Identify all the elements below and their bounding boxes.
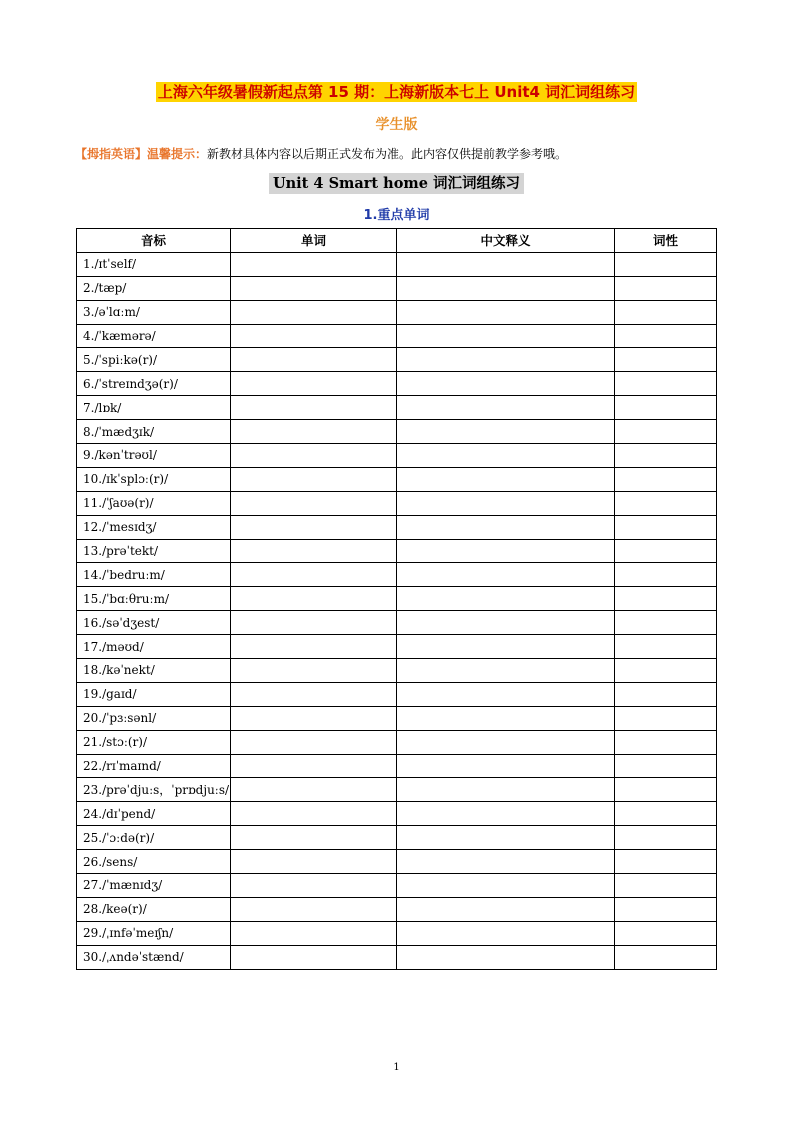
phonetic-cell: 8./ˈmædʒɪk/ <box>77 420 231 444</box>
document-subtitle: 学生版 <box>375 117 418 133</box>
word-answer-cell[interactable] <box>231 396 397 420</box>
part-of-speech-answer-cell[interactable] <box>615 563 717 587</box>
meaning-answer-cell[interactable] <box>397 754 615 778</box>
part-of-speech-answer-cell[interactable] <box>615 778 717 802</box>
word-answer-cell[interactable] <box>231 945 397 969</box>
header-phonetic: 音标 <box>77 229 231 253</box>
part-of-speech-answer-cell[interactable] <box>615 300 717 324</box>
meaning-answer-cell[interactable] <box>397 897 615 921</box>
meaning-answer-cell[interactable] <box>397 324 615 348</box>
meaning-answer-cell[interactable] <box>397 515 615 539</box>
part-of-speech-answer-cell[interactable] <box>615 372 717 396</box>
word-answer-cell[interactable] <box>231 611 397 635</box>
meaning-answer-cell[interactable] <box>397 945 615 969</box>
part-of-speech-answer-cell[interactable] <box>615 348 717 372</box>
phonetic-cell: 5./ˈspiːkə(r)/ <box>77 348 231 372</box>
phonetic-cell: 28./keə(r)/ <box>77 897 231 921</box>
part-of-speech-answer-cell[interactable] <box>615 276 717 300</box>
word-answer-cell[interactable] <box>231 826 397 850</box>
part-of-speech-answer-cell[interactable] <box>615 444 717 468</box>
table-row <box>77 539 717 563</box>
table-row <box>77 396 717 420</box>
document-title-text: 上海六年级暑假新起点第 15 期：上海新版本七上 Unit4 词汇词组练习 <box>157 83 636 101</box>
phonetic-cell: 23./prəˈdjuːs，ˈprɒdjuːs/ <box>77 778 231 802</box>
meaning-answer-cell[interactable] <box>397 396 615 420</box>
meaning-answer-cell[interactable] <box>397 587 615 611</box>
part-of-speech-answer-cell[interactable] <box>615 921 717 945</box>
phonetic-cell: 25./ˈɔːdə(r)/ <box>77 826 231 850</box>
phonetic-cell: 26./sens/ <box>77 850 231 874</box>
table-row <box>77 850 717 874</box>
word-answer-cell[interactable] <box>231 420 397 444</box>
table-row <box>77 276 717 300</box>
word-answer-cell[interactable] <box>231 539 397 563</box>
phonetic-cell: 14./ˈbedruːm/ <box>77 563 231 587</box>
phonetic-cell: 12./ˈmesɪdʒ/ <box>77 515 231 539</box>
word-answer-cell[interactable] <box>231 754 397 778</box>
part-of-speech-answer-cell[interactable] <box>615 587 717 611</box>
section-subheading: 1.重点单词 <box>363 208 430 223</box>
phonetic-cell: 21./stɔː(r)/ <box>77 730 231 754</box>
phonetic-cell: 24./dɪˈpend/ <box>77 802 231 826</box>
phonetic-cell: 16./səˈdʒest/ <box>77 611 231 635</box>
meaning-answer-cell[interactable] <box>397 300 615 324</box>
part-of-speech-answer-cell[interactable] <box>615 420 717 444</box>
word-answer-cell[interactable] <box>231 921 397 945</box>
table-row <box>77 802 717 826</box>
table-row <box>77 945 717 969</box>
table-row <box>77 754 717 778</box>
page-number: 1 <box>393 1062 400 1073</box>
header-word: 单词 <box>231 229 397 253</box>
part-of-speech-answer-cell[interactable] <box>615 826 717 850</box>
meaning-answer-cell[interactable] <box>397 635 615 659</box>
word-answer-cell[interactable] <box>231 276 397 300</box>
word-answer-cell[interactable] <box>231 897 397 921</box>
meaning-answer-cell[interactable] <box>397 826 615 850</box>
word-answer-cell[interactable] <box>231 467 397 491</box>
part-of-speech-answer-cell[interactable] <box>615 635 717 659</box>
word-answer-cell[interactable] <box>231 444 397 468</box>
part-of-speech-answer-cell[interactable] <box>615 515 717 539</box>
phonetic-cell: 2./tæp/ <box>77 276 231 300</box>
table-row <box>77 324 717 348</box>
table-row <box>77 300 717 324</box>
header-part-of-speech: 词性 <box>615 229 717 253</box>
meaning-answer-cell[interactable] <box>397 802 615 826</box>
meaning-answer-cell[interactable] <box>397 659 615 683</box>
table-row <box>77 491 717 515</box>
word-answer-cell[interactable] <box>231 850 397 874</box>
part-of-speech-answer-cell[interactable] <box>615 396 717 420</box>
word-answer-cell[interactable] <box>231 635 397 659</box>
table-row <box>77 706 717 730</box>
table-row <box>77 563 717 587</box>
meaning-answer-cell[interactable] <box>397 850 615 874</box>
word-answer-cell[interactable] <box>231 730 397 754</box>
word-answer-cell[interactable] <box>231 587 397 611</box>
phonetic-cell: 27./ˈmænɪdʒ/ <box>77 874 231 898</box>
phonetic-cell: 17./məʊd/ <box>77 635 231 659</box>
meaning-answer-cell[interactable] <box>397 491 615 515</box>
meaning-answer-cell[interactable] <box>397 706 615 730</box>
word-answer-cell[interactable] <box>231 706 397 730</box>
part-of-speech-answer-cell[interactable] <box>615 730 717 754</box>
meaning-answer-cell[interactable] <box>397 563 615 587</box>
tip-brand: 【拇指英语】 <box>75 147 148 161</box>
word-answer-cell[interactable] <box>231 515 397 539</box>
meaning-answer-cell[interactable] <box>397 252 615 276</box>
part-of-speech-answer-cell[interactable] <box>615 252 717 276</box>
phonetic-cell: 9./kənˈtrəʊl/ <box>77 444 231 468</box>
table-row <box>77 778 717 802</box>
phonetic-cell: 6./ˈstreɪndʒə(r)/ <box>77 372 231 396</box>
tip-text: 新教材具体内容以后期正式发布为准。此内容仅供提前教学参考哦。 <box>207 147 568 161</box>
word-answer-cell[interactable] <box>231 324 397 348</box>
word-answer-cell[interactable] <box>231 563 397 587</box>
table-row <box>77 587 717 611</box>
table-row <box>77 826 717 850</box>
part-of-speech-answer-cell[interactable] <box>615 850 717 874</box>
document-title <box>0 81 793 102</box>
word-answer-cell[interactable] <box>231 778 397 802</box>
word-answer-cell[interactable] <box>231 372 397 396</box>
section-title <box>0 172 793 193</box>
table-row <box>77 921 717 945</box>
phonetic-cell: 20./ˈpɜːsənl/ <box>77 706 231 730</box>
part-of-speech-answer-cell[interactable] <box>615 467 717 491</box>
meaning-answer-cell[interactable] <box>397 778 615 802</box>
word-answer-cell[interactable] <box>231 300 397 324</box>
phonetic-cell: 22./rɪˈmaɪnd/ <box>77 754 231 778</box>
phonetic-cell: 29./ˌɪnfəˈmeɪʃn/ <box>77 921 231 945</box>
phonetic-cell: 15./ˈbɑːθruːm/ <box>77 587 231 611</box>
phonetic-cell: 19./gaɪd/ <box>77 682 231 706</box>
part-of-speech-answer-cell[interactable] <box>615 324 717 348</box>
part-of-speech-answer-cell[interactable] <box>615 874 717 898</box>
meaning-answer-cell[interactable] <box>397 420 615 444</box>
phonetic-cell: 18./kəˈnekt/ <box>77 659 231 683</box>
meaning-answer-cell[interactable] <box>397 539 615 563</box>
header-meaning: 中文释义 <box>397 229 615 253</box>
meaning-answer-cell[interactable] <box>397 921 615 945</box>
meaning-answer-cell[interactable] <box>397 611 615 635</box>
table-row <box>77 252 717 276</box>
tip-line <box>75 145 735 162</box>
part-of-speech-answer-cell[interactable] <box>615 897 717 921</box>
table-row <box>77 730 717 754</box>
phonetic-cell: 10./ɪkˈsplɔː(r)/ <box>77 467 231 491</box>
phonetic-cell: 7./lɒk/ <box>77 396 231 420</box>
table-row <box>77 515 717 539</box>
word-answer-cell[interactable] <box>231 682 397 706</box>
meaning-answer-cell[interactable] <box>397 467 615 491</box>
table-row <box>77 874 717 898</box>
part-of-speech-answer-cell[interactable] <box>615 802 717 826</box>
part-of-speech-answer-cell[interactable] <box>615 945 717 969</box>
word-answer-cell[interactable] <box>231 659 397 683</box>
meaning-answer-cell[interactable] <box>397 348 615 372</box>
table-row <box>77 444 717 468</box>
phonetic-cell: 11./ˈʃaʊə(r)/ <box>77 491 231 515</box>
table-row <box>77 659 717 683</box>
word-answer-cell[interactable] <box>231 491 397 515</box>
table-row <box>77 897 717 921</box>
meaning-answer-cell[interactable] <box>397 730 615 754</box>
section-title-text: Unit 4 Smart home 词汇词组练习 <box>269 173 524 194</box>
part-of-speech-answer-cell[interactable] <box>615 754 717 778</box>
word-answer-cell[interactable] <box>231 802 397 826</box>
part-of-speech-answer-cell[interactable] <box>615 611 717 635</box>
meaning-answer-cell[interactable] <box>397 444 615 468</box>
phonetic-cell: 3./əˈlɑːm/ <box>77 300 231 324</box>
tip-label: 温馨提示： <box>147 147 208 161</box>
table-row <box>77 348 717 372</box>
phonetic-cell: 1./ɪtˈself/ <box>77 252 231 276</box>
word-answer-cell[interactable] <box>231 252 397 276</box>
part-of-speech-answer-cell[interactable] <box>615 706 717 730</box>
meaning-answer-cell[interactable] <box>397 682 615 706</box>
word-answer-cell[interactable] <box>231 874 397 898</box>
part-of-speech-answer-cell[interactable] <box>615 491 717 515</box>
vocabulary-table-body <box>77 252 717 969</box>
table-row <box>77 420 717 444</box>
part-of-speech-answer-cell[interactable] <box>615 682 717 706</box>
vocabulary-table <box>76 228 717 970</box>
table-row <box>77 467 717 491</box>
meaning-answer-cell[interactable] <box>397 372 615 396</box>
table-row <box>77 611 717 635</box>
part-of-speech-answer-cell[interactable] <box>615 539 717 563</box>
meaning-answer-cell[interactable] <box>397 874 615 898</box>
table-header-row <box>77 229 717 253</box>
table-row <box>77 372 717 396</box>
word-answer-cell[interactable] <box>231 348 397 372</box>
phonetic-cell: 30./ˌʌndəˈstænd/ <box>77 945 231 969</box>
phonetic-cell: 13./prəˈtekt/ <box>77 539 231 563</box>
meaning-answer-cell[interactable] <box>397 276 615 300</box>
table-row <box>77 635 717 659</box>
phonetic-cell: 4./ˈkæmərə/ <box>77 324 231 348</box>
table-row <box>77 682 717 706</box>
part-of-speech-answer-cell[interactable] <box>615 659 717 683</box>
